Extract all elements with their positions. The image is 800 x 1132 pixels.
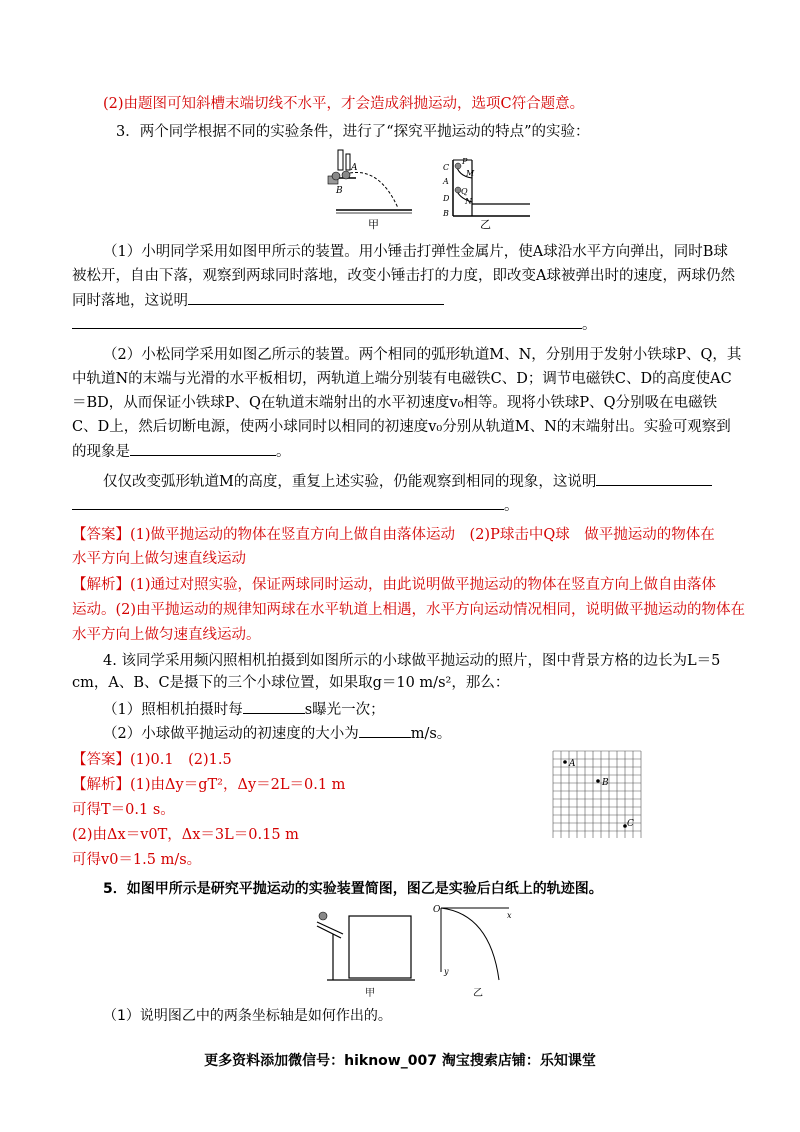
svg-text:A: A <box>443 177 449 186</box>
q3-part1-line2: 被松开，自由下落，观察到两球同时落地，改变小锤击打的力度，即改变A球被弹出时的速度，两球仍然 <box>72 268 735 284</box>
svg-text:C: C <box>627 819 634 829</box>
q3-analysis-line2: 运动。(2)由平抛运动的规律知两球在水平轨道上相遇，水平方向运动情况相同，说明做平抛运动的物体在 <box>72 602 746 618</box>
svg-text:A: A <box>351 163 358 173</box>
svg-text:甲: 甲 <box>368 218 379 230</box>
answer-line-q2: (2)由题图可知斜槽末端切线不水平，才会造成斜抛运动，选项C符合题意。 <box>103 96 585 112</box>
q4-analysis-line3: (2)由Δx＝v0T，Δx＝3L＝0.15 m <box>72 827 299 843</box>
svg-text:乙: 乙 <box>473 988 483 999</box>
svg-text:x: x <box>507 911 512 920</box>
svg-text:甲: 甲 <box>365 988 375 999</box>
q4-part2-text: （2）小球做平抛运动的初速度的大小为 <box>103 726 359 742</box>
svg-text:Q: Q <box>461 187 468 196</box>
q3-answer-line2: 水平方向上做匀速直线运动 <box>72 551 246 567</box>
answer-blank[interactable] <box>188 290 444 305</box>
point-a <box>563 760 567 764</box>
q4-analysis-line1: 【解析】(1)由Δy＝gT²，Δy＝2L＝0.1 m <box>72 777 346 793</box>
answer-blank[interactable] <box>130 441 276 456</box>
svg-text:B: B <box>443 209 449 218</box>
q3-part2-line5 <box>72 441 291 462</box>
q3-part2-line2: 中轨道N的末端与光滑的水平板相切，两轨道上端分别装有电磁铁C、D；调节电磁铁C、D的高度使AC <box>72 371 732 387</box>
question-4-line2: cm，A、B、C是摄下的三个小球位置，如果取g＝10 m/s²，那么： <box>72 675 510 691</box>
q4-part2 <box>103 723 451 744</box>
question-4-line1: 4. 该同学采用频闪照相机拍摄到如图所示的小球做平抛运动的照片，图中背景方格的边长为L＝5 <box>103 653 721 669</box>
q3-part1-line4 <box>72 314 597 335</box>
q3-part2-line6 <box>103 471 712 492</box>
q4-part2-unit: m/s。 <box>410 726 452 742</box>
svg-text:C: C <box>443 163 450 172</box>
svg-text:B: B <box>602 778 609 788</box>
q3-part1-line1: （1）小明同学采用如图甲所示的装置。用小锤击打弹性金属片，使A球沿水平方向弹出，同时B球 <box>103 244 728 260</box>
svg-text:B: B <box>336 186 343 196</box>
q3-answer-line1: 【答案】(1)做平抛运动的物体在竖直方向上做自由落体运动 (2)P球击中Q球 做平抛运动的物体在 <box>72 527 715 543</box>
q3-part2-text2: 仅仅改变弧形轨道M的高度，重复上述实验，仍能观察到相同的现象，这说明 <box>103 474 597 490</box>
answer-blank[interactable] <box>359 723 411 738</box>
svg-text:P: P <box>462 157 468 166</box>
q4-analysis-line4: 可得v0＝1.5 m/s。 <box>72 852 202 868</box>
q3-part2-text: 的现象是 <box>72 444 130 460</box>
figure-4-grid <box>550 748 646 838</box>
q4-part1 <box>103 699 385 720</box>
svg-text:M: M <box>466 169 475 178</box>
q3-analysis-line1: 【解析】(1)通过对照实验，保证两球同时运动，由此说明做平抛运动的物体在竖直方向上做自由落体 <box>72 577 717 593</box>
point-b <box>596 779 600 783</box>
q3-analysis-line3: 水平方向上做匀速直线运动。 <box>72 627 261 643</box>
svg-text:D: D <box>443 194 450 203</box>
question-5-title: 5．如图甲所示是研究平抛运动的实验装置简图，图乙是实验后白纸上的轨迹图。 <box>103 881 603 897</box>
footer-watermark: 更多资料添加微信号：hiknow_007 淘宝搜索店铺：乐知课堂 <box>204 1053 596 1069</box>
figure-3-apparatus <box>320 148 540 230</box>
q3-part2-line7 <box>72 495 519 516</box>
answer-blank[interactable] <box>596 471 712 486</box>
period: 。 <box>504 498 519 514</box>
q4-part1-text: （1）照相机拍摄时每 <box>103 702 243 718</box>
answer-blank[interactable] <box>72 314 582 329</box>
q4-part1-unit: s曝光一次； <box>304 702 385 718</box>
answer-blank[interactable] <box>72 495 504 510</box>
period: 。 <box>582 317 597 333</box>
svg-text:y: y <box>444 967 449 976</box>
svg-text:O: O <box>433 905 441 915</box>
q4-analysis-line2: 可得T＝0.1 s。 <box>72 802 175 818</box>
figure-5-apparatus <box>315 900 525 1000</box>
period: 。 <box>276 444 291 460</box>
svg-text:A: A <box>569 759 576 769</box>
question-3-title: 3．两个同学根据不同的实验条件，进行了“探究平抛运动的特点”的实验： <box>116 124 590 140</box>
answer-blank[interactable] <box>243 699 305 714</box>
q4-answer: 【答案】(1)0.1 (2)1.5 <box>72 752 232 768</box>
q3-part1-text: 同时落地，这说明 <box>72 293 188 309</box>
q5-part1: （1）说明图乙中的两条坐标轴是如何作出的。 <box>103 1008 392 1024</box>
svg-text:乙: 乙 <box>480 218 491 230</box>
q3-part2-line4: C、D上，然后切断电源，使两小球同时以相同的初速度v₀分别从轨道M、N的末端射出。实验可观察到 <box>72 419 731 435</box>
svg-text:N: N <box>465 197 472 206</box>
q3-part2-line3: ＝BD，从而保证小铁球P、Q在轨道末端射出的水平初速度v₀相等。现将小铁球P、Q分别吸在电磁铁 <box>72 395 718 411</box>
q3-part1-line3 <box>72 290 444 311</box>
q3-part2-line1: （2）小松同学采用如图乙所示的装置。两个相同的弧形轨道M、N，分别用于发射小铁球P、Q，其 <box>103 347 742 363</box>
